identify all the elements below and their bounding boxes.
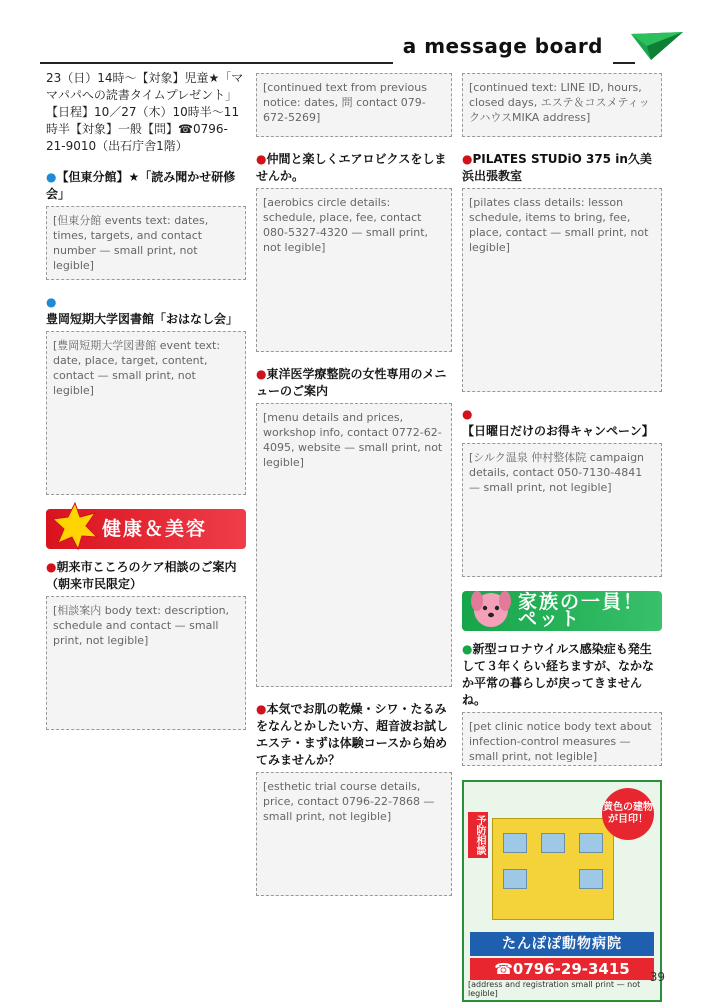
dog-icon <box>466 583 516 633</box>
notice-body-placeholder: [continued text: LINE ID, hours, closed days, エステ＆コスメティックハウスMIKA address] <box>462 73 662 137</box>
building-window <box>503 869 527 889</box>
notice-title: 仲間と楽しくエアロビクスをしませんか。 <box>256 152 447 183</box>
notice-tanto-branch <box>46 169 246 280</box>
family-pet-banner-text: 家族の一員！ペット <box>518 591 645 630</box>
notice-title: 新型コロナウイルス感染症も発生して３年くらい経ちますが、なかなか平常の暮らしが戻ってきませんね。 <box>462 642 655 707</box>
building-window <box>541 833 565 853</box>
bullet-icon: ● <box>46 295 57 309</box>
notice-title: 【日曜日だけのお得キャンペーン】 <box>462 424 654 438</box>
bullet-icon: ● <box>46 560 57 574</box>
notice-junior-college-library <box>46 294 246 495</box>
notice-ultrasonic-esthetic <box>256 701 452 896</box>
ad-vertical-label: 予防相談 <box>468 812 488 858</box>
notice-body-placeholder: [esthetic trial course details, price, contact 0796-22-7868 — small print, not legible] <box>256 772 452 896</box>
notice-body-placeholder: [aerobics circle details: schedule, place, fee, contact 080-5327-4320 — small print, not legible] <box>256 188 452 352</box>
header-title: a message board <box>393 28 613 64</box>
notice-title: 東洋医学療整院の女性専用のメニューのご案内 <box>256 367 447 398</box>
paper-plane-icon <box>629 30 685 62</box>
notice-mental-care <box>46 559 246 730</box>
notice-oriental-medicine <box>256 366 452 687</box>
clinic-advertisement <box>462 780 662 1002</box>
notice-sunday-campaign <box>462 406 662 577</box>
notice-body-placeholder: [豊岡短期大学図書館 event text: date, place, target, content, contact — small print, not legible] <box>46 331 246 495</box>
bullet-icon: ● <box>256 702 267 716</box>
header-band <box>0 28 705 64</box>
notice-continued <box>462 73 662 137</box>
notice-body-placeholder: [menu details and prices, workshop info, contact 0772-62-4095, website — small print, not legible] <box>256 403 452 687</box>
bullet-icon: ● <box>256 152 267 166</box>
bullet-icon: ● <box>256 367 267 381</box>
page-number: 39 <box>649 970 665 984</box>
notice-pilates <box>462 151 662 392</box>
notice-continued <box>46 70 246 155</box>
starburst-icon <box>50 501 100 551</box>
ad-yellow-building-badge: 黄色の建物が目印！ <box>602 788 654 840</box>
notice-body-placeholder: [但東分館 events text: dates, times, targets, and contact number — small print, not legible] <box>46 206 246 280</box>
notice-title: 【但東分館】★「読み聞かせ研修会」 <box>46 170 236 201</box>
notice-continued <box>256 73 452 137</box>
health-beauty-banner-text: 健康＆美容 <box>102 517 208 540</box>
clinic-building-image <box>492 818 614 920</box>
building-window <box>579 869 603 889</box>
bullet-icon: ● <box>462 642 473 656</box>
building-window <box>503 833 527 853</box>
column-3 <box>462 70 662 1002</box>
column-1 <box>46 70 246 744</box>
notice-aerobics <box>256 151 452 352</box>
notice-body-placeholder: [相談案内 body text: description, schedule and contact — small print, not legible] <box>46 596 246 730</box>
notice-body-placeholder: [continued text from previous notice: dates, 問 contact 079-672-5269] <box>256 73 452 137</box>
notice-title: 本気でお肌の乾燥・シワ・たるみをなんとかしたい方、超音波お試しエステ・まずは体験コースから始めてみませんか？ <box>256 702 449 767</box>
notice-title: 朝来市こころのケア相談のご案内（朝来市民限定） <box>46 560 237 591</box>
notice-title: 豊岡短期大学図書館「おはなし会」 <box>46 312 239 326</box>
notice-continued-text: 23（日）14時～【対象】児童★「ママパパへの読書タイムプレゼント」【日程】10／27（木）10時半～11時半【対象】一般【問】☎0796-21-9010（出石庁舎1階） <box>46 71 244 153</box>
bullet-icon: ● <box>462 152 473 166</box>
bullet-icon: ● <box>462 407 473 421</box>
notice-pet-clinic <box>462 641 662 766</box>
notice-body-placeholder: [シルク温泉 仲村整体院 campaign details, contact 050-7130-4841 — small print, not legible] <box>462 443 662 577</box>
bullet-icon: ● <box>46 170 57 184</box>
building-window <box>579 833 603 853</box>
ad-clinic-name: たんぽぽ動物病院 <box>470 932 654 956</box>
notice-body-placeholder: [pilates class details: lesson schedule, items to bring, fee, place, contact — small print, not legible] <box>462 188 662 392</box>
ad-phone-number: ☎0796-29-3415 <box>470 958 654 980</box>
notice-body-placeholder: [pet clinic notice body text about infection-control measures — small print, not legible] <box>462 712 662 766</box>
family-pet-banner <box>462 591 662 631</box>
ad-footer-text: [address and registration small print — not legible] <box>468 980 641 998</box>
health-beauty-banner <box>46 509 246 549</box>
notice-title: PILATES STUDiO 375 in久美浜出張教室 <box>462 152 652 183</box>
column-2 <box>256 70 452 910</box>
